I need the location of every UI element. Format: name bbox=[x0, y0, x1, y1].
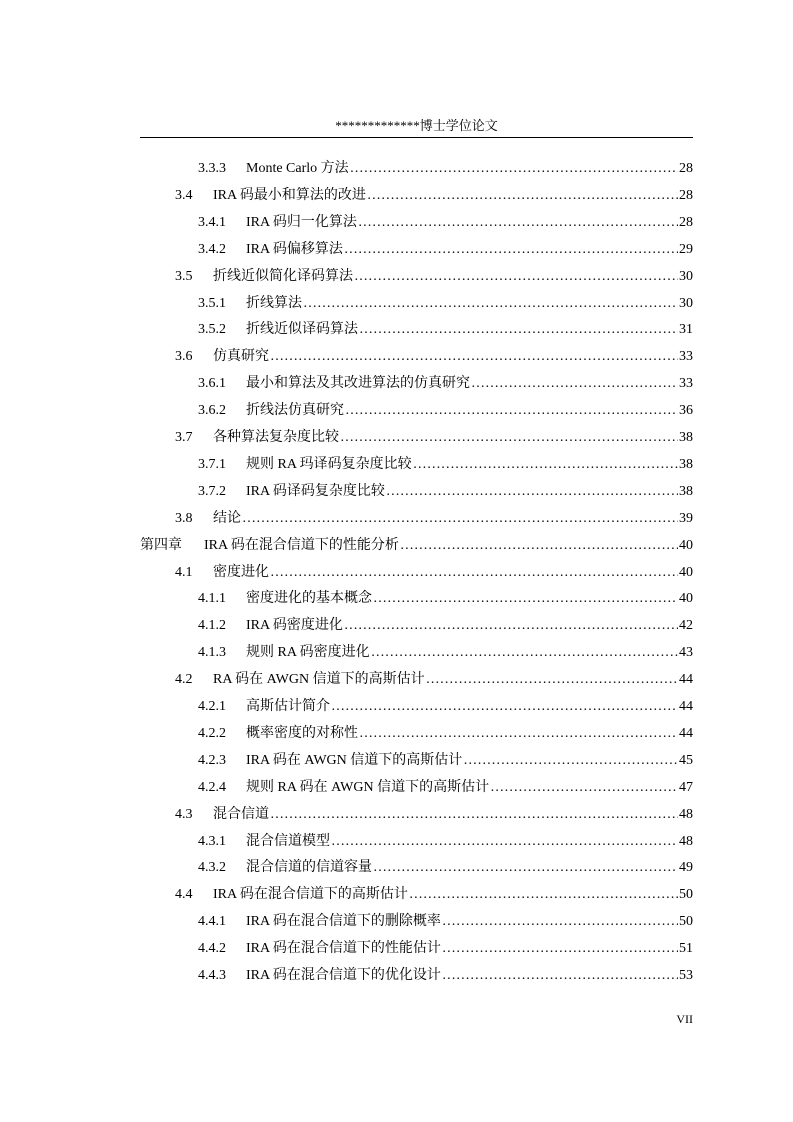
toc-entry[interactable] bbox=[198, 722, 693, 744]
toc-leader-dots bbox=[354, 267, 678, 287]
toc-entry-number: 3.8 bbox=[175, 510, 193, 526]
toc-entry-number: 3.6.2 bbox=[198, 403, 226, 419]
toc-entry-number: 4.4 bbox=[175, 887, 193, 903]
toc-entry-page: 28 bbox=[679, 214, 693, 230]
toc-entry-page: 44 bbox=[679, 672, 693, 688]
toc-entry-title: RA 码在 AWGN 信道下的高斯估计 bbox=[213, 672, 425, 688]
toc-entry-number: 4.1.2 bbox=[198, 618, 226, 634]
toc-entry[interactable] bbox=[175, 883, 693, 905]
toc-leader-dots bbox=[442, 912, 678, 932]
toc-entry-page: 51 bbox=[679, 941, 693, 957]
toc-entry-title: IRA 码归一化算法 bbox=[246, 214, 357, 230]
toc-entry-page: 40 bbox=[679, 591, 693, 607]
toc-leader-dots bbox=[359, 724, 678, 744]
toc-leader-dots bbox=[371, 643, 678, 663]
toc-entry-page: 29 bbox=[679, 241, 693, 257]
toc-entry-title: 规则 RA 玛译码复杂度比较 bbox=[246, 456, 412, 472]
toc-entry-title: 各种算法复杂度比较 bbox=[213, 430, 339, 445]
toc-entry-title: 混合信道 bbox=[213, 806, 269, 822]
toc-entry[interactable] bbox=[175, 265, 693, 287]
toc-entry-title: IRA 码在混合信道下的性能估计 bbox=[246, 941, 441, 957]
toc-leader-dots bbox=[400, 536, 678, 556]
toc-leader-dots bbox=[373, 589, 678, 609]
toc-entry-page: 48 bbox=[679, 833, 693, 849]
toc-entry-page: 49 bbox=[679, 860, 693, 876]
toc-entry-page: 47 bbox=[679, 779, 693, 795]
toc-entry-page: 50 bbox=[679, 887, 693, 903]
toc-entry-page: 36 bbox=[679, 403, 693, 419]
toc-entry-number: 3.6 bbox=[175, 349, 193, 365]
toc-entry[interactable] bbox=[198, 830, 693, 852]
toc-entry-number: 4.4.2 bbox=[198, 941, 226, 957]
toc-entry-title: 混合信道的信道容量 bbox=[246, 860, 372, 876]
toc-entry-number: 3.3.3 bbox=[198, 161, 226, 176]
toc-leader-dots bbox=[242, 509, 678, 529]
toc-leader-dots bbox=[303, 294, 678, 314]
toc-entry[interactable] bbox=[198, 695, 693, 717]
toc-entry-number: 第四章 bbox=[140, 537, 182, 553]
toc-entry-title: IRA 码译码复杂度比较 bbox=[246, 483, 385, 499]
toc-entry[interactable] bbox=[140, 534, 693, 556]
toc-entry[interactable] bbox=[175, 345, 693, 367]
toc-entry-number: 3.4 bbox=[175, 187, 193, 203]
toc-entry-number: 3.4.1 bbox=[198, 214, 226, 230]
toc-entry[interactable] bbox=[175, 184, 693, 206]
toc-entry-page: 43 bbox=[679, 645, 693, 661]
toc-entry[interactable] bbox=[198, 910, 693, 932]
toc-entry[interactable] bbox=[198, 399, 693, 421]
toc-leader-dots bbox=[350, 159, 678, 179]
toc-entry-page: 45 bbox=[679, 752, 693, 768]
toc-entry-number: 3.5 bbox=[175, 268, 193, 284]
toc-entry-number: 4.1.1 bbox=[198, 591, 226, 607]
toc-entry-title: 概率密度的对称性 bbox=[246, 725, 358, 741]
toc-entry-title: 仿真研究 bbox=[213, 349, 269, 365]
toc-entry[interactable] bbox=[198, 372, 693, 394]
toc-entry-page: 40 bbox=[679, 537, 693, 553]
toc-entry-number: 4.3.1 bbox=[198, 833, 226, 849]
toc-entry-number: 3.5.1 bbox=[198, 295, 226, 311]
toc-entry-page: 33 bbox=[679, 376, 693, 392]
toc-entry-title: 密度进化 bbox=[213, 564, 269, 580]
toc-entry-title: 结论 bbox=[213, 510, 241, 526]
toc-entry-number: 4.4.1 bbox=[198, 914, 226, 930]
page-number: VII bbox=[676, 1012, 693, 1026]
toc-leader-dots bbox=[367, 186, 678, 206]
toc-entry-number: 3.7 bbox=[175, 430, 193, 445]
toc-entry-number: 4.2 bbox=[175, 672, 193, 688]
toc-entry[interactable] bbox=[198, 614, 693, 636]
toc-entry-title: IRA 码在混合信道下的删除概率 bbox=[246, 914, 441, 930]
toc-leader-dots bbox=[442, 939, 678, 959]
toc-leader-dots bbox=[426, 670, 678, 690]
toc-entry-page: 48 bbox=[679, 806, 693, 822]
toc-entry[interactable] bbox=[198, 776, 693, 798]
toc-leader-dots bbox=[463, 751, 678, 771]
toc-leader-dots bbox=[270, 805, 678, 825]
toc-leader-dots bbox=[344, 616, 678, 636]
toc-entry-page: 38 bbox=[679, 483, 693, 499]
toc-entry-number: 3.4.2 bbox=[198, 241, 226, 257]
toc-entry[interactable] bbox=[198, 641, 693, 663]
toc-entry[interactable] bbox=[175, 561, 693, 583]
toc-leader-dots bbox=[373, 858, 678, 878]
toc-entry-number: 4.1.3 bbox=[198, 645, 226, 661]
toc-entry[interactable] bbox=[198, 587, 693, 609]
toc-entry[interactable] bbox=[175, 507, 693, 529]
toc-entry-page: 53 bbox=[679, 968, 693, 983]
toc-leader-dots bbox=[413, 455, 678, 475]
toc-entry-page: 33 bbox=[679, 349, 693, 365]
toc-entry-page: 38 bbox=[679, 456, 693, 472]
toc-leader-dots bbox=[344, 240, 678, 260]
toc-entry-title: 折线算法 bbox=[246, 295, 302, 311]
toc-entry-title: IRA 码最小和算法的改进 bbox=[213, 187, 366, 203]
toc-entry[interactable] bbox=[198, 318, 693, 340]
toc-entry-page: 50 bbox=[679, 914, 693, 930]
toc-leader-dots bbox=[345, 401, 678, 421]
toc-leader-dots bbox=[331, 697, 678, 717]
toc-entry-title: IRA 码在混合信道下的高斯估计 bbox=[213, 887, 408, 903]
toc-entry-number: 4.2.1 bbox=[198, 699, 226, 714]
toc-entry-title: 密度进化的基本概念 bbox=[246, 591, 372, 607]
toc-entry-page: 44 bbox=[679, 699, 693, 714]
toc-entry[interactable] bbox=[198, 937, 693, 959]
toc-entry-page: 30 bbox=[679, 268, 693, 284]
toc-entry-number: 4.4.3 bbox=[198, 968, 226, 983]
toc-entry-number: 4.2.3 bbox=[198, 752, 226, 768]
toc-leader-dots bbox=[331, 832, 678, 852]
toc-entry-title: 混合信道模型 bbox=[246, 833, 330, 849]
toc-leader-dots bbox=[270, 347, 678, 367]
toc-entry-title: 折线近似简化译码算法 bbox=[213, 268, 353, 284]
toc-entry-title: Monte Carlo 方法 bbox=[246, 161, 349, 176]
toc-entry[interactable] bbox=[198, 211, 693, 233]
toc-leader-dots bbox=[340, 428, 678, 448]
toc-entry-number: 4.2.2 bbox=[198, 725, 226, 741]
toc-entry[interactable] bbox=[198, 292, 693, 314]
toc-entry-page: 30 bbox=[679, 295, 693, 311]
toc-entry[interactable] bbox=[198, 964, 693, 986]
header-rule bbox=[140, 137, 693, 138]
toc-entry[interactable] bbox=[198, 749, 693, 771]
toc-entry[interactable] bbox=[175, 426, 693, 448]
toc-entry-number: 3.5.2 bbox=[198, 322, 226, 338]
toc-leader-dots bbox=[471, 374, 678, 394]
toc-entry-page: 28 bbox=[679, 161, 693, 176]
toc-entry-page: 38 bbox=[679, 430, 693, 445]
toc-entry-title: IRA 码在混合信道下的性能分析 bbox=[204, 537, 399, 553]
toc-entry[interactable] bbox=[175, 668, 693, 690]
toc-entry-number: 3.6.1 bbox=[198, 376, 226, 392]
toc-leader-dots bbox=[358, 213, 678, 233]
toc-entry-page: 42 bbox=[679, 618, 693, 634]
toc-entry-title: 规则 RA 码密度进化 bbox=[246, 645, 370, 661]
running-header: *************博士学位论文 bbox=[335, 118, 498, 133]
toc-entry[interactable] bbox=[198, 856, 693, 878]
toc-leader-dots bbox=[442, 966, 678, 986]
toc-entry[interactable] bbox=[175, 803, 693, 825]
toc-entry[interactable] bbox=[198, 453, 693, 475]
toc-entry-title: IRA 码偏移算法 bbox=[246, 241, 343, 257]
toc-entry-number: 3.7.2 bbox=[198, 483, 226, 499]
toc-entry-title: 高斯估计简介 bbox=[246, 699, 330, 714]
toc-entry-number: 4.1 bbox=[175, 564, 193, 580]
toc-entry-page: 31 bbox=[679, 322, 693, 338]
toc-entry-title: 最小和算法及其改进算法的仿真研究 bbox=[246, 376, 470, 392]
toc-entry-title: IRA 码密度进化 bbox=[246, 618, 343, 634]
toc-leader-dots bbox=[409, 885, 678, 905]
toc-entry-page: 44 bbox=[679, 725, 693, 741]
toc-entry-number: 3.7.1 bbox=[198, 456, 226, 472]
toc-leader-dots bbox=[386, 482, 678, 502]
toc-entry[interactable] bbox=[198, 238, 693, 260]
toc-entry-number: 4.3 bbox=[175, 806, 193, 822]
toc-leader-dots bbox=[490, 778, 678, 798]
toc-entry[interactable] bbox=[198, 480, 693, 502]
toc-entry-title: 折线近似译码算法 bbox=[246, 322, 358, 338]
toc-entry-page: 39 bbox=[679, 510, 693, 526]
toc-entry-number: 4.2.4 bbox=[198, 779, 226, 795]
toc-entry-page: 28 bbox=[679, 187, 693, 203]
toc-entry[interactable] bbox=[198, 157, 693, 179]
toc-leader-dots bbox=[270, 563, 678, 583]
toc-entry-title: 规则 RA 码在 AWGN 信道下的高斯估计 bbox=[246, 779, 490, 795]
toc-leader-dots bbox=[359, 320, 678, 340]
toc-entry-title: IRA 码在混合信道下的优化设计 bbox=[246, 968, 441, 983]
toc-entry-number: 4.3.2 bbox=[198, 860, 226, 876]
toc-entry-page: 40 bbox=[679, 564, 693, 580]
toc-entry-title: IRA 码在 AWGN 信道下的高斯估计 bbox=[246, 752, 463, 768]
toc-entry-title: 折线法仿真研究 bbox=[246, 403, 344, 419]
